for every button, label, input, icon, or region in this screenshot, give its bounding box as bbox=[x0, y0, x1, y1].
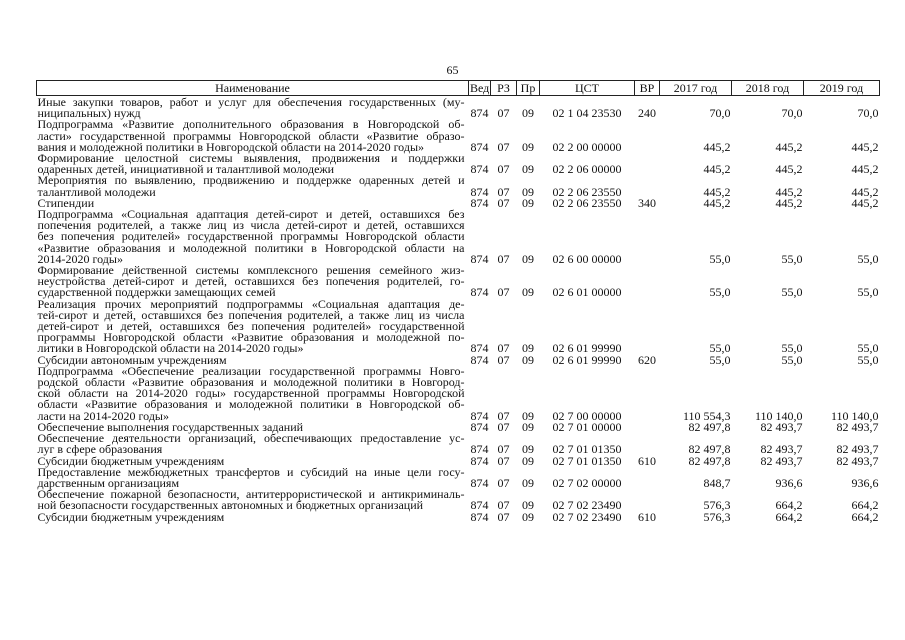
cell-vr bbox=[635, 153, 660, 175]
cell-rz: 07 bbox=[497, 184, 510, 199]
cell-2017: 445,2 bbox=[703, 139, 731, 154]
cell-rz: 07 bbox=[497, 251, 510, 266]
row-name bbox=[37, 296, 469, 356]
cell-cst: 02 6 00 00000 bbox=[552, 251, 622, 266]
row-name bbox=[37, 119, 469, 153]
header-vr: ВР bbox=[635, 81, 660, 96]
cell-cst: 02 1 04 23530 bbox=[552, 106, 622, 121]
cell-ved: 874 bbox=[470, 184, 489, 199]
cell-2018: 445,2 bbox=[775, 139, 803, 154]
cell-ved: 874 bbox=[470, 162, 489, 177]
row-name-line: области «Развитие образования и молодежной политики в Новгородской об- bbox=[37, 397, 465, 412]
row-name-line: литики в Новгородской области на 2014-2020 годы» bbox=[37, 341, 304, 356]
cell-ved: 874 bbox=[470, 475, 489, 490]
cell-pr: 09 bbox=[522, 498, 534, 513]
cell-pr: 09 bbox=[522, 442, 534, 457]
row-name-line: дарственным организациям bbox=[37, 475, 180, 490]
cell-2018: 82 493,7 bbox=[760, 419, 803, 434]
header-2018: 2018 год bbox=[732, 81, 804, 96]
cell-2019: 55,0 bbox=[857, 251, 879, 266]
cell-2018: 936,6 bbox=[775, 475, 803, 490]
row-name-line: сударственной поддержки замещающих семей bbox=[37, 285, 276, 300]
table-row bbox=[37, 433, 880, 455]
row-name-line: вания и молодежной политики в Новгородской области на 2014-2020 годы» bbox=[37, 139, 425, 154]
cell-rz: 07 bbox=[497, 285, 510, 300]
row-name-line: талантливой молодежи bbox=[37, 184, 156, 199]
row-name-line: неустройства детей-сирот и детей, оставшихся без попечения родителей, го- bbox=[37, 274, 465, 289]
cell-cst: 02 2 06 00000 bbox=[552, 162, 622, 177]
cell-2017: 576,3 bbox=[703, 509, 731, 524]
cell-2019: 445,2 bbox=[851, 162, 879, 177]
row-name-line: родской области «Развитие образования и молодежной политики в Новгород- bbox=[37, 375, 465, 390]
row-name-line: Обеспечение деятельности организаций, обеспечивающих предоставление ус- bbox=[37, 431, 465, 446]
header-2017: 2017 год bbox=[660, 81, 732, 96]
cell-vr bbox=[635, 422, 660, 433]
row-name bbox=[37, 265, 469, 299]
cell-ved: 874 bbox=[470, 419, 489, 434]
cell-vr bbox=[635, 209, 660, 265]
cell-pr: 09 bbox=[522, 509, 534, 524]
row-name-line: 2014-2020 годы» bbox=[37, 251, 123, 266]
row-name-line: Формирование действенной системы комплексного решения семейного жиз- bbox=[37, 263, 465, 278]
cell-ved: 874 bbox=[470, 195, 489, 210]
row-name bbox=[37, 96, 469, 120]
cell-2019: 82 493,7 bbox=[836, 419, 879, 434]
row-name-line: ной безопасности государственных автономных и бюджетных организаций bbox=[37, 498, 424, 513]
cell-pr: 09 bbox=[522, 139, 534, 154]
cell-2018: 82 493,7 bbox=[760, 453, 803, 468]
cell-vr: 620 bbox=[638, 352, 656, 367]
cell-rz: 07 bbox=[497, 139, 510, 154]
cell-2017: 55,0 bbox=[709, 352, 731, 367]
cell-pr: 09 bbox=[522, 352, 534, 367]
cell-2019: 445,2 bbox=[851, 139, 879, 154]
cell-pr: 09 bbox=[522, 475, 534, 490]
cell-vr: 240 bbox=[638, 106, 656, 121]
cell-2017: 82 497,8 bbox=[688, 453, 731, 468]
cell-2018: 55,0 bbox=[781, 251, 803, 266]
cell-vr: 610 bbox=[638, 453, 656, 468]
row-name-line: ласти» государственной программы Новгородской области «Развитие образо- bbox=[37, 128, 465, 143]
row-name-line: Подпрограмма «Обеспечение реализации государственной программы Новго- bbox=[37, 363, 465, 378]
cell-2017: 55,0 bbox=[709, 251, 731, 266]
cell-2017: 576,3 bbox=[703, 498, 731, 513]
cell-2017: 82 497,8 bbox=[688, 442, 731, 457]
cell-2019: 664,2 bbox=[851, 509, 879, 524]
cell-cst: 02 7 01 00000 bbox=[552, 419, 622, 434]
cell-pr: 09 bbox=[522, 341, 534, 356]
cell-pr: 09 bbox=[522, 106, 534, 121]
cell-ved: 874 bbox=[470, 139, 489, 154]
cell-vr bbox=[635, 366, 660, 422]
cell-pr: 09 bbox=[522, 453, 534, 468]
cell-cst: 02 7 02 23490 bbox=[552, 509, 622, 524]
cell-rz: 07 bbox=[497, 498, 510, 513]
cell-2017: 70,0 bbox=[709, 106, 731, 121]
row-name-line: Предоставление межбюджетных трансфертов и субсидий на иные цели госу- bbox=[37, 464, 465, 479]
cell-rz: 07 bbox=[497, 195, 510, 210]
cell-vr: 340 bbox=[638, 195, 656, 210]
cell-ved: 874 bbox=[470, 341, 489, 356]
cell-2019: 664,2 bbox=[851, 498, 879, 513]
cell-pr: 09 bbox=[522, 408, 534, 423]
cell-ved: 874 bbox=[470, 498, 489, 513]
cell-2017: 848,7 bbox=[703, 475, 731, 490]
cell-pr: 09 bbox=[522, 184, 534, 199]
cell-ved: 874 bbox=[470, 352, 489, 367]
cell-2019: 110 140,0 bbox=[830, 408, 879, 423]
cell-ved: 874 bbox=[470, 442, 489, 457]
cell-2018: 445,2 bbox=[775, 162, 803, 177]
cell-rz: 07 bbox=[497, 442, 510, 457]
cell-2019: 70,0 bbox=[857, 106, 879, 121]
cell-rz: 07 bbox=[497, 106, 510, 121]
table-row bbox=[37, 366, 880, 422]
cell-pr: 09 bbox=[522, 195, 534, 210]
cell-rz: 07 bbox=[497, 419, 510, 434]
cell-vr: 610 bbox=[638, 509, 656, 524]
cell-2019: 445,2 bbox=[851, 184, 879, 199]
cell-2017: 445,2 bbox=[703, 184, 731, 199]
cell-2019: 55,0 bbox=[857, 285, 879, 300]
row-name bbox=[37, 175, 469, 197]
row-name-line: Мероприятия по выявлению, продвижению и поддержке одаренных детей и bbox=[37, 173, 465, 188]
cell-vr bbox=[635, 265, 660, 299]
table-row bbox=[37, 96, 880, 120]
row-name-line: ниципальных) нужд bbox=[37, 106, 141, 121]
cell-rz: 07 bbox=[497, 453, 510, 468]
row-name bbox=[37, 153, 469, 175]
cell-2019: 82 493,7 bbox=[836, 453, 879, 468]
cell-cst: 02 6 01 99990 bbox=[552, 352, 622, 367]
cell-2019: 936,6 bbox=[851, 475, 879, 490]
cell-vr bbox=[635, 467, 660, 489]
cell-2019: 82 493,7 bbox=[836, 442, 879, 457]
cell-vr bbox=[635, 433, 660, 455]
row-name-line: ласти на 2014-2020 годы» bbox=[37, 408, 169, 423]
row-name-line: Субсидии бюджетным учреждениям bbox=[37, 509, 225, 524]
cell-cst: 02 7 02 00000 bbox=[552, 475, 622, 490]
cell-ved: 874 bbox=[470, 509, 489, 524]
row-name bbox=[37, 433, 469, 455]
table-header bbox=[37, 81, 880, 96]
row-name-line: Обеспечение пожарной безопасности, антитеррористической и антикриминаль- bbox=[37, 487, 465, 502]
cell-cst: 02 2 06 23550 bbox=[552, 184, 622, 199]
row-name-line: Подпрограмма «Развитие дополнительного образования в Новгородской об- bbox=[37, 117, 465, 132]
cell-2018: 664,2 bbox=[775, 498, 803, 513]
cell-2019: 445,2 bbox=[851, 195, 879, 210]
cell-2017: 445,2 bbox=[703, 162, 731, 177]
row-name bbox=[37, 489, 469, 511]
cell-ved: 874 bbox=[470, 453, 489, 468]
row-name-line: попечения родителей, а также лиц из числа детей-сирот и детей, оставшихся bbox=[37, 218, 465, 233]
row-name-line: Реализация прочих мероприятий подпрограммы «Социальная адаптация де- bbox=[37, 296, 465, 311]
header-pr: Пр bbox=[517, 81, 540, 96]
row-name-line: программы Новгородской области «Развитие образования и молодежной по- bbox=[37, 330, 465, 345]
header-name: Наименование bbox=[37, 81, 469, 96]
row-name bbox=[37, 509, 469, 524]
row-name bbox=[37, 464, 469, 490]
cell-2019: 55,0 bbox=[857, 352, 879, 367]
cell-cst: 02 7 00 00000 bbox=[552, 408, 622, 423]
table-row bbox=[37, 489, 880, 511]
cell-2017: 445,2 bbox=[703, 195, 731, 210]
row-name-line: тей-сирот и детей, оставшихся без попечения родителей, а также лиц из числа bbox=[37, 307, 465, 322]
cell-pr: 09 bbox=[522, 162, 534, 177]
cell-vr bbox=[635, 119, 660, 153]
cell-ved: 874 bbox=[470, 106, 489, 121]
table-row bbox=[37, 265, 880, 299]
row-name-line: луг в сфере образования bbox=[37, 442, 163, 457]
table-row bbox=[37, 299, 880, 355]
row-name-line: Стипендии bbox=[37, 195, 95, 210]
cell-2017: 55,0 bbox=[709, 285, 731, 300]
cell-cst: 02 6 01 99990 bbox=[552, 341, 622, 356]
cell-pr: 09 bbox=[522, 251, 534, 266]
cell-2018: 55,0 bbox=[781, 352, 803, 367]
cell-rz: 07 bbox=[497, 341, 510, 356]
cell-rz: 07 bbox=[497, 475, 510, 490]
cell-2018: 445,2 bbox=[775, 184, 803, 199]
cell-vr bbox=[635, 175, 660, 197]
cell-2018: 70,0 bbox=[781, 106, 803, 121]
cell-pr: 09 bbox=[522, 285, 534, 300]
cell-rz: 07 bbox=[497, 352, 510, 367]
row-name-line: Формирование целостной системы выявления, продвижения и поддержки bbox=[37, 151, 465, 166]
cell-rz: 07 bbox=[497, 509, 510, 524]
cell-vr bbox=[635, 489, 660, 511]
cell-cst: 02 7 02 23490 bbox=[552, 498, 622, 513]
row-name-line: Субсидии бюджетным учреждениям bbox=[37, 453, 225, 468]
row-name-line: Иные закупки товаров, работ и услуг для обеспечения государственных (му- bbox=[37, 95, 465, 109]
cell-cst: 02 6 01 00000 bbox=[552, 285, 622, 300]
row-name-line: без попечения родителей» государственной программы Новгородской области bbox=[37, 229, 465, 244]
table-row bbox=[37, 209, 880, 265]
page-number: 65 bbox=[446, 63, 459, 77]
cell-2017: 82 497,8 bbox=[688, 419, 731, 434]
row-name-line: Субсидии автономным учреждениям bbox=[37, 352, 227, 367]
cell-2018: 82 493,7 bbox=[760, 442, 803, 457]
table-row bbox=[37, 153, 880, 175]
header-ved: Вед bbox=[470, 81, 490, 95]
cell-ved: 874 bbox=[470, 285, 489, 300]
cell-pr: 09 bbox=[522, 419, 534, 434]
cell-ved: 874 bbox=[470, 408, 489, 423]
table-body bbox=[37, 96, 880, 523]
cell-2017: 55,0 bbox=[709, 341, 731, 356]
table-row bbox=[37, 512, 880, 523]
table-row bbox=[37, 467, 880, 489]
header-cst: ЦСТ bbox=[540, 81, 635, 96]
cell-cst: 02 2 00 00000 bbox=[552, 139, 622, 154]
row-name-line: детей-сирот и детей, оставшихся без попечения родителей» государственной bbox=[37, 319, 465, 334]
header-rz: РЗ bbox=[491, 81, 517, 96]
cell-2018: 664,2 bbox=[775, 509, 803, 524]
cell-2018: 55,0 bbox=[781, 341, 803, 356]
budget-table bbox=[36, 80, 880, 523]
row-name bbox=[37, 363, 469, 423]
cell-rz: 07 bbox=[497, 408, 510, 423]
row-name-line: Обеспечение выполнения государственных заданий bbox=[37, 419, 304, 434]
table-row bbox=[37, 119, 880, 153]
header-2019: 2019 год bbox=[804, 81, 880, 96]
cell-cst: 02 2 06 23550 bbox=[552, 195, 622, 210]
table-row bbox=[37, 175, 880, 197]
cell-2019: 55,0 bbox=[857, 341, 879, 356]
cell-2018: 55,0 bbox=[781, 285, 803, 300]
cell-ved: 874 bbox=[470, 251, 489, 266]
row-name-line: «Развитие образования и молодежной политики в Новгородской области на bbox=[37, 240, 465, 255]
row-name-line: одаренных детей, инициативной и талантливой молодежи bbox=[37, 162, 335, 177]
row-name-line: ской области на 2014-2020 годы» государственной программы Новгородской bbox=[37, 386, 465, 401]
cell-cst: 02 7 01 01350 bbox=[552, 442, 622, 457]
cell-rz: 07 bbox=[497, 162, 510, 177]
row-name-line: Подпрограмма «Социальная адаптация детей-сирот и детей, оставшихся без bbox=[37, 207, 465, 222]
cell-2017: 110 554,3 bbox=[682, 408, 731, 423]
row-name bbox=[37, 209, 469, 265]
cell-2018: 445,2 bbox=[775, 195, 803, 210]
cell-2018: 110 140,0 bbox=[754, 408, 803, 423]
cell-cst: 02 7 01 01350 bbox=[552, 453, 622, 468]
cell-vr bbox=[635, 299, 660, 355]
